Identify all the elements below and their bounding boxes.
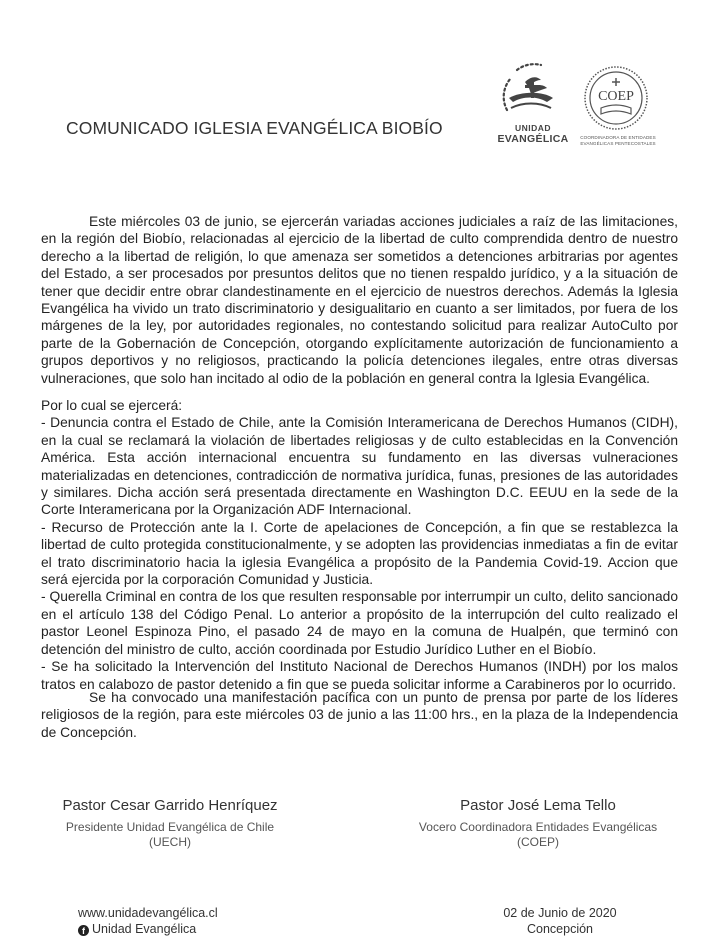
facebook-link[interactable] bbox=[78, 921, 218, 937]
coep-logo bbox=[573, 64, 663, 154]
signature-org: (UECH) bbox=[149, 835, 191, 849]
signature-name: Pastor Cesar Garrido Henríquez bbox=[62, 797, 278, 814]
signature-role: Presidente Unidad Evangélica de Chile bbox=[65, 820, 275, 834]
unidad-evangelica-logo bbox=[493, 58, 573, 148]
coep-caption-line2: EVANGÉLICAS PENTECOSTALES bbox=[580, 140, 656, 146]
signature-org: (COEP) bbox=[517, 835, 559, 849]
intro-paragraph: Este miércoles 03 de junio, se ejercerán variadas acciones judiciales a raíz de las limitaciones, en la región del Biobío, relacionadas al ejercicio de la libertad de culto comprendida dentro de nuestro derecho a la libertad de religión, lo que amenaza ser sometidos a detenciones arbitrarias por agentes del Estado, a ser procesados por presuntos delitos que no tienen respaldo jurídico, y a la situación de tener que decidir entre obrar clandestinamente en el ejercicio de nuestros derechos. Además la Iglesia Evangélica ha vivido un trato discriminatorio y desigualitario en cuanto a ser limitados, por fuera de los márgenes de la ley, por autoridades regionales, no contestando solicitud para realizar AutoCulto por parte de la Gobernación de Concepción, otorgando explícitamente autorización de funcionamiento a grupos deportivos y no religiosos, practicando la policía detenciones ilegales, entre otras diversas vulneraciones, que solo han incitado al odio de la población en general contra la Iglesia Evangélica. bbox=[41, 214, 678, 386]
action-item: - Se ha solicitado la Intervención del Instituto Nacional de Derechos Humanos (INDH) por los malos tratos en calabozo de pastor detenido a fin que se pueda solicitar informe a Carabineros por lo ocurrido. bbox=[41, 659, 678, 692]
footer-contact bbox=[78, 905, 218, 937]
document-place: Concepción bbox=[526, 922, 593, 936]
facebook-label: Unidad Evangélica bbox=[92, 922, 197, 936]
document-date: 02 de Junio de 2020 bbox=[503, 906, 617, 920]
action-item: - Recurso de Protección ante la I. Corte de apelaciones de Concepción, a fin que se restablezca la libertad de culto protegida constitucionalmente, y se adopten las providencias inmediatas a fin de evitar el trato discriminatorio hacia la iglesia Evangélica a propósito de la Pandemia Covid-19. Accion que será ejercida por la corporación Comunidad y Justicia. bbox=[41, 519, 678, 588]
coep-caption-line1: COORDINADORA DE ENTIDADES bbox=[580, 135, 656, 140]
logo-line-evangelica: EVANGÉLICA bbox=[497, 133, 569, 145]
website-link[interactable]: www.unidadevangélica.cl bbox=[78, 906, 218, 920]
coep-emblem-icon bbox=[581, 64, 651, 132]
logo-line-unidad: UNIDAD bbox=[514, 123, 552, 133]
signature-name: Pastor José Lema Tello bbox=[460, 797, 616, 814]
signature-left bbox=[20, 797, 320, 850]
document-title: COMUNICADO IGLESIA EVANGÉLICA BIOBÍO bbox=[66, 118, 443, 138]
coep-caption bbox=[573, 135, 663, 146]
action-item: - Querella Criminal en contra de los que resulten responsable por interrumpir un culto, delito sancionado en el artículo 138 del Código Penal. Lo anterior a propósito de la interrupción del culto realizado el pastor Leonel Espinoza Pino, el pasado 24 de mayo en la comuna de Hualpén, que terminó con detención del ministro de culto, acción coordinada por Estudio Jurídico Luther en el Biobío. bbox=[41, 589, 678, 657]
signature-right bbox=[388, 797, 688, 850]
coep-emblem-text: COEP bbox=[598, 89, 634, 104]
facebook-icon: f bbox=[78, 925, 89, 936]
actions-section bbox=[41, 397, 678, 693]
closing-paragraph: Se ha convocado una manifestación pacífica con un punto de prensa por parte de los líderes religiosos de la región, para este miércoles 03 de junio a las 11:00 hrs., en la plaza de la Independencia de Concepción. bbox=[41, 690, 678, 740]
signature-role: Vocero Coordinadora Entidades Evangélicas bbox=[418, 820, 658, 834]
actions-intro: Por lo cual se ejercerá: bbox=[41, 398, 183, 413]
footer-date-place bbox=[440, 905, 680, 937]
dove-cross-icon bbox=[501, 58, 565, 122]
action-item: - Denuncia contra el Estado de Chile, ante la Comisión Interamericana de Derechos Humanos (CIDH), en la cual se reclamará la violación de libertades religiosas y de culto establecidas en la Convención América. Esta acción internacional encuentra su fundamento en las diversas vulneraciones materializadas en detenciones, contradicción de normativa jurídica, funas, presiones de las autoridades y similares. Dicha acción será presentada directamente en Washington D.C. EEUU en la sede de la Corte Interamericana por la Organización ADF Internacional. bbox=[41, 415, 678, 518]
